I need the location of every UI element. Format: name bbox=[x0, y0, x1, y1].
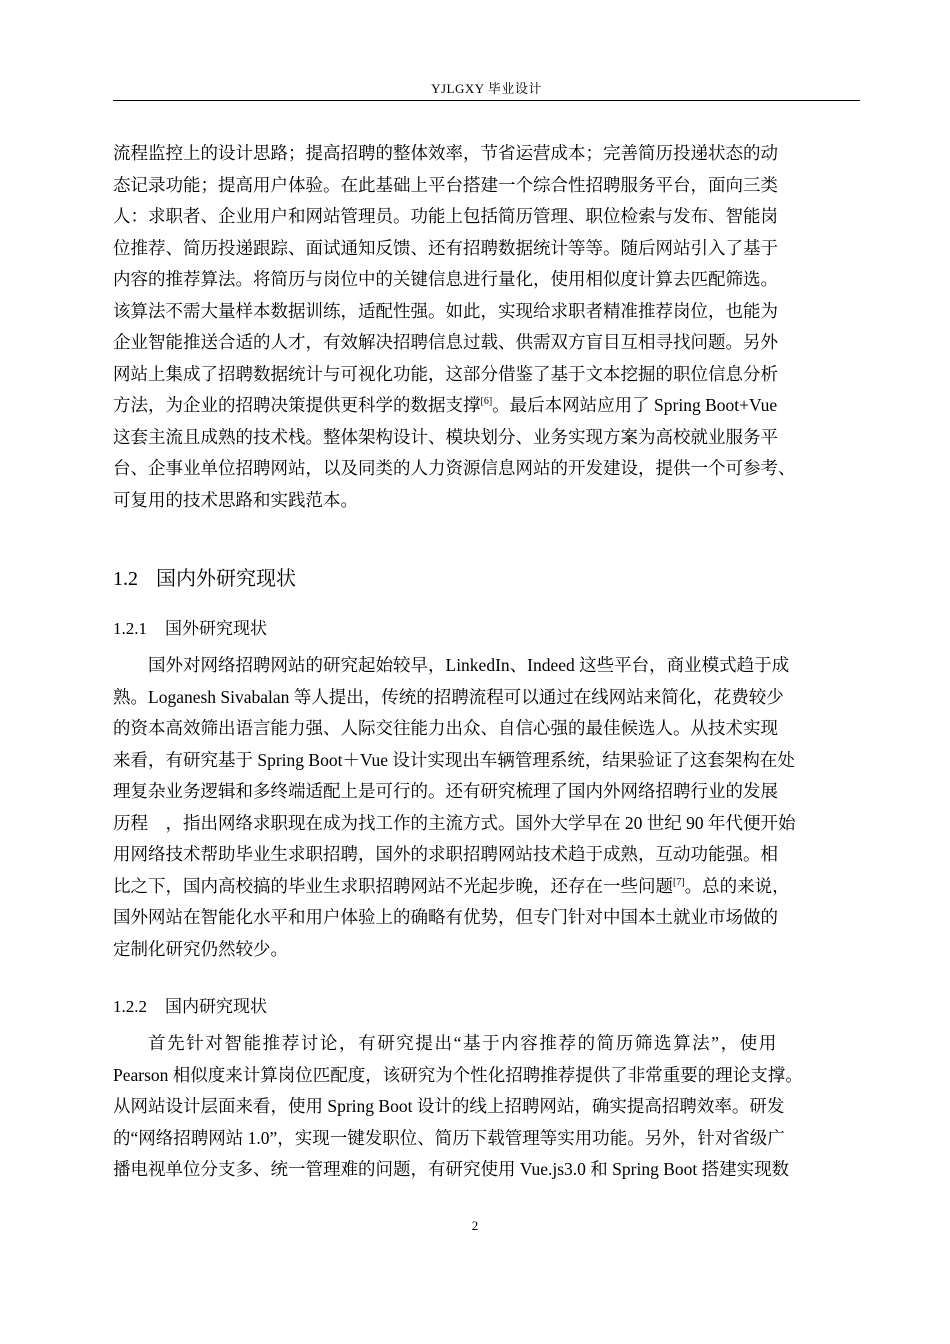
text-segment: 比之下，国内高校搞的毕业生求职招聘网站不光起步晚，还存在一些问题 bbox=[113, 875, 673, 896]
text-line: 网站上集成了招聘数据统计与可视化功能，这部分借鉴了基于文本挖掘的职位信息分析 bbox=[113, 363, 778, 384]
text-line: 该算法不需大量样本数据训练，适配性强。如此，实现给求职者精准推荐岗位，也能为 bbox=[113, 300, 778, 321]
text-line: 可复用的技术思路和实践范本。 bbox=[113, 489, 358, 510]
section-number: 1.2.1 bbox=[113, 619, 147, 638]
text-line: 位推荐、简历投递跟踪、面试通知反馈、还有招聘数据统计等等。随后网站引入了基于 bbox=[113, 237, 778, 258]
text-line: 态记录功能；提高用户体验。在此基础上平台搭建一个综合性招聘服务平台，面向三类 bbox=[113, 174, 778, 195]
text-segment: 。最后本网站应用了 Spring Boot+Vue bbox=[492, 395, 778, 415]
domestic-research-paragraph bbox=[113, 1028, 860, 1186]
text-line: 这套主流且成熟的技术栈。整体架构设计、模块划分、业务实现方案为高校就业服务平 bbox=[113, 426, 778, 447]
text-line bbox=[113, 390, 860, 422]
section-title: 国内外研究现状 bbox=[156, 568, 296, 590]
page-number: 2 bbox=[471, 1218, 479, 1233]
text-segment: 。总的来说， bbox=[684, 875, 790, 896]
text-line: 国外对网络招聘网站的研究起始较早，LinkedIn、Indeed 这些平台，商业模式趋于成 bbox=[148, 655, 790, 675]
text-line: 人：求职者、企业用户和网站管理员。功能上包括简历管理、职位检索与发布、智能岗 bbox=[113, 206, 778, 226]
text-line: 台、企事业单位招聘网站，以及同类的人力资源信息网站的开发建设，提供一个可参考、 bbox=[113, 458, 796, 478]
text-line: Pearson 相似度来计算岗位匹配度，该研究为个性化招聘推荐提供了非常重要的理论支撑。 bbox=[113, 1064, 803, 1085]
section-number: 1.2 bbox=[113, 568, 138, 590]
text-line: 历程 ，指出网络求职现在成为找工作的主流方式。国外大学早在 20 世纪 90 年代便开始 bbox=[113, 812, 796, 833]
text-line: 从网站设计层面来看，使用 Spring Boot 设计的线上招聘网站，确实提高招聘效率。研发 bbox=[113, 1096, 785, 1116]
text-line: 熟。Loganesh Sivabalan 等人提出，传统的招聘流程可以通过在线网站来简化，花费较少 bbox=[113, 686, 784, 707]
text-line: 的资本高效筛出语言能力强、人际交往能力出众、自信心强的最佳候选人。从技术实现 bbox=[113, 718, 778, 738]
text-line: 内容的推荐算法。将简历与岗位中的关键信息进行量化，使用相似度计算去匹配筛选。 bbox=[113, 269, 778, 289]
text-segment: 方法，为企业的招聘决策提供更科学的数据支撑 bbox=[113, 395, 481, 415]
text-line: 来看，有研究基于 Spring Boot＋Vue 设计实现出车辆管理系统，结果验证了这套架构在处 bbox=[113, 749, 795, 770]
text-line bbox=[113, 871, 860, 903]
header-rule bbox=[113, 100, 860, 101]
text-line: 定制化研究仍然较少。 bbox=[113, 938, 288, 959]
section-heading-1-2 bbox=[113, 562, 296, 591]
citation-6: [6] bbox=[480, 396, 493, 408]
text-line: 企业智能推送合适的人才，有效解决招聘信息过载、供需双方盲目互相寻找问题。另外 bbox=[113, 332, 778, 352]
text-line: 流程监控上的设计思路；提高招聘的整体效率，节省运营成本；完善简历投递状态的动 bbox=[113, 143, 778, 163]
intro-paragraph bbox=[113, 138, 860, 516]
section-heading-1-2-2 bbox=[113, 992, 267, 1017]
section-title: 国内研究现状 bbox=[165, 997, 267, 1016]
text-line: 理复杂业务逻辑和多终端适配上是可行的。还有研究梳理了国内外网络招聘行业的发展 bbox=[113, 781, 778, 801]
page-header: YJLGXY 毕业设计 bbox=[431, 81, 542, 96]
text-line: 国外网站在智能化水平和用户体验上的确略有优势，但专门针对中国本土就业市场做的 bbox=[113, 907, 778, 927]
section-number: 1.2.2 bbox=[113, 997, 147, 1016]
section-heading-1-2-1 bbox=[113, 614, 267, 639]
text-line: 的“网络招聘网站 1.0”，实现一键发职位、简历下载管理等实用功能。另外，针对省级广 bbox=[113, 1127, 785, 1148]
text-line: 用网络技术帮助毕业生求职招聘，国外的求职招聘网站技术趋于成熟，互动功能强。相 bbox=[113, 844, 778, 864]
citation-7: [7] bbox=[673, 876, 685, 888]
text-line: 播电视单位分支多、统一管理难的问题，有研究使用 Vue.js3.0 和 Spring Boot 搭建实现数 bbox=[113, 1159, 790, 1179]
foreign-research-paragraph bbox=[113, 650, 860, 965]
section-title: 国外研究现状 bbox=[165, 619, 267, 638]
text-line: 首先针对智能推荐讨论，有研究提出“基于内容推荐的简历筛选算法”，使用 bbox=[148, 1033, 778, 1053]
